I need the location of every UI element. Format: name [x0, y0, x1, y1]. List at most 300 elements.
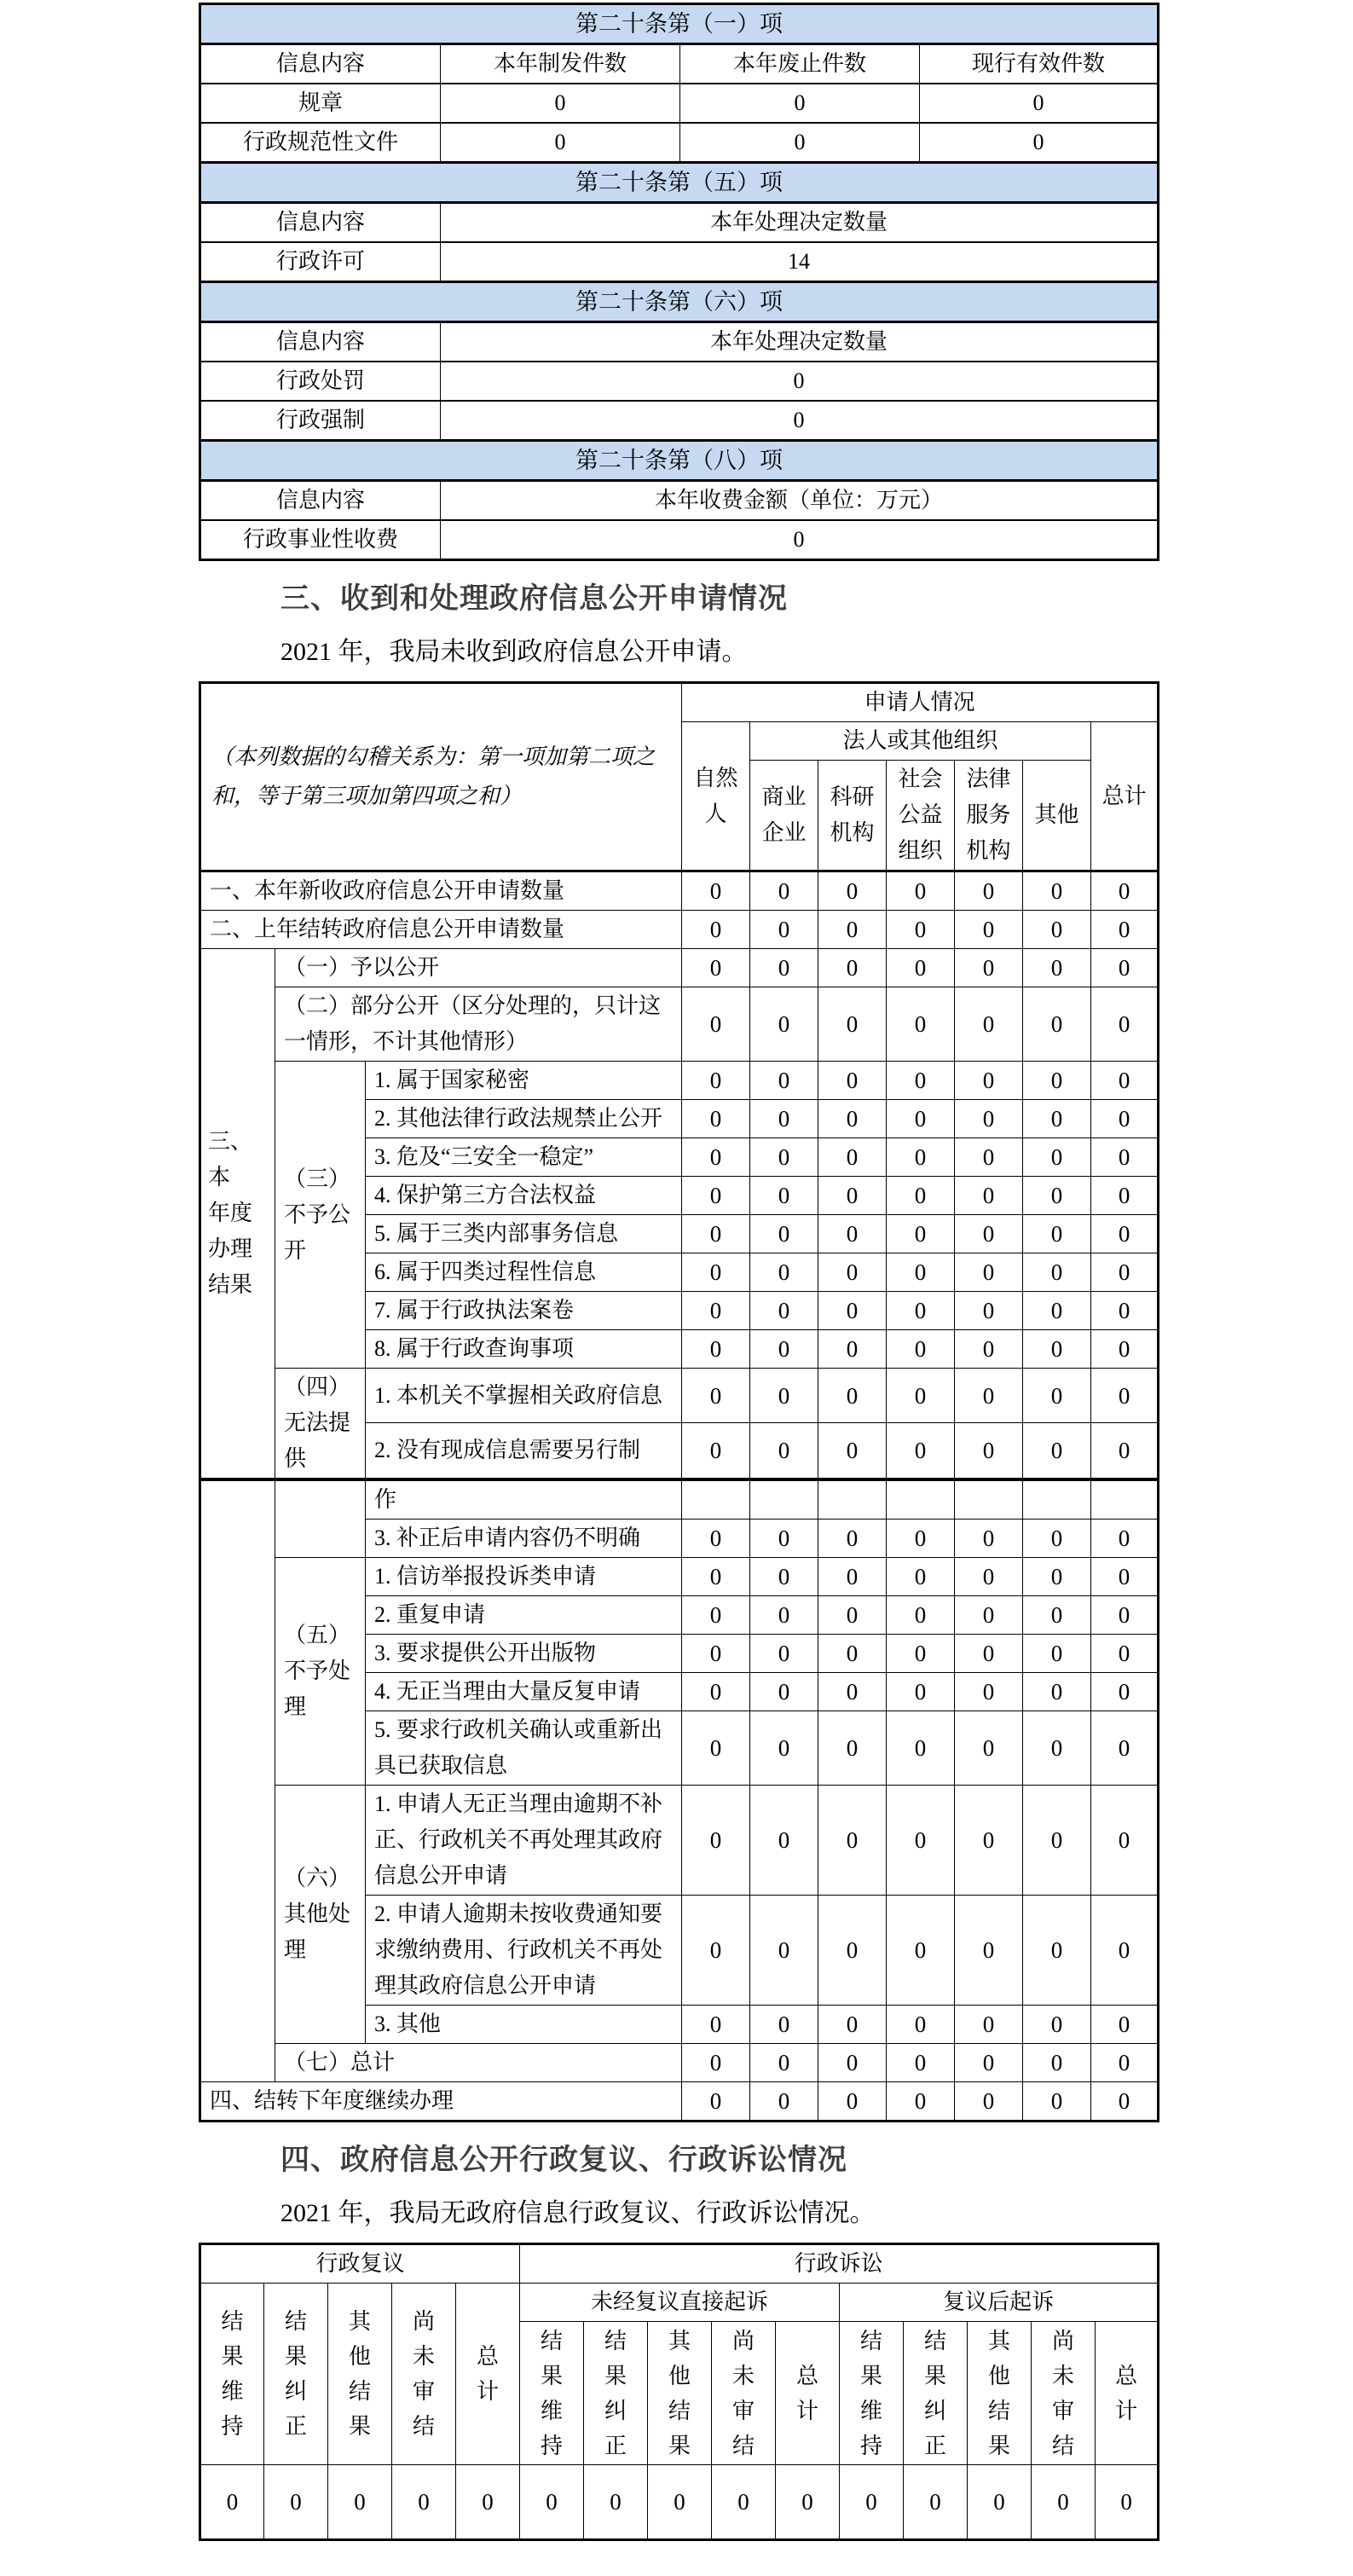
- value-cell: 0: [1023, 1635, 1091, 1673]
- value-cell: 0: [1023, 987, 1091, 1062]
- request-table-part1: [199, 681, 1159, 1480]
- value-cell: 0: [955, 1292, 1023, 1330]
- value-cell: 0: [750, 1558, 818, 1596]
- group-label: （五）不予处理: [275, 1558, 366, 1786]
- value-cell: 0: [750, 2006, 818, 2044]
- value-cell: 0: [818, 1423, 887, 1479]
- value-cell: 0: [1023, 1062, 1091, 1100]
- row-label: 8. 属于行政查询事项: [366, 1330, 682, 1369]
- value-cell: 0: [680, 84, 920, 123]
- value-cell: 0: [955, 1673, 1023, 1711]
- value-cell: 0: [682, 1253, 750, 1292]
- table-row: [200, 2044, 1159, 2082]
- value-cell: 0: [887, 1711, 955, 1786]
- value-cell: 0: [887, 1673, 955, 1711]
- section3-heading: 三、收到和处理政府信息公开申请情况: [280, 582, 788, 615]
- value-cell: 0: [1023, 1596, 1091, 1635]
- table-row: [200, 987, 1159, 1062]
- value-cell: 0: [818, 1786, 887, 1896]
- value-cell: 0: [1023, 1520, 1091, 1558]
- band-title: 第二十条第（八）项: [200, 441, 1159, 481]
- row-label: 2. 申请人逾期未按收费通知要求缴纳费用、行政机关不再处理其政府信息公开申请: [366, 1896, 682, 2006]
- value-cell: 0: [955, 1596, 1023, 1635]
- table-row: [200, 242, 1159, 282]
- value-cell: 0: [955, 987, 1023, 1062]
- value-cell: 0: [1091, 987, 1159, 1062]
- review-subgroup-row: [200, 2284, 1159, 2322]
- value-cell: 0: [682, 2006, 750, 2044]
- value-cell: 0: [750, 2082, 818, 2122]
- table-row: [200, 1481, 1159, 1520]
- section3-paragraph: 2021 年，我局未收到政府信息公开申请。: [280, 638, 748, 666]
- column-header: 本年废止件数: [680, 44, 920, 84]
- column-header: 信息内容: [200, 481, 441, 521]
- row-label: 1. 属于国家秘密: [366, 1062, 682, 1100]
- value-cell: 0: [818, 987, 887, 1062]
- value-cell: 0: [887, 1369, 955, 1423]
- value-cell: 0: [818, 1177, 887, 1215]
- vertical-column-header: 结 果 纠 正: [264, 2284, 328, 2465]
- other-org-header: 其他: [1023, 761, 1091, 871]
- value-cell: 0: [392, 2465, 456, 2540]
- row-label: 3. 要求提供公开出版物: [366, 1635, 682, 1673]
- value-cell: 0: [750, 1673, 818, 1711]
- row-label: 1. 申请人无正当理由逾期不补正、行政机关不再处理其政府信息公开申请: [366, 1786, 682, 1896]
- value-cell: 0: [955, 1330, 1023, 1369]
- row-label: 5. 要求行政机关确认或重新出具已获取信息: [366, 1711, 682, 1786]
- value-cell: 0: [1091, 1558, 1159, 1596]
- value-cell: 0: [818, 1062, 887, 1100]
- value-cell: 0: [1032, 2465, 1096, 2540]
- value-cell: 0: [750, 1215, 818, 1253]
- value-cell: 0: [750, 1596, 818, 1635]
- table-row: [200, 1558, 1159, 1596]
- value-cell: 0: [887, 1423, 955, 1479]
- row-label: 6. 属于四类过程性信息: [366, 1253, 682, 1292]
- value-cell: 0: [682, 949, 750, 987]
- value-cell: 0: [887, 1292, 955, 1330]
- value-cell: 0: [1091, 1369, 1159, 1423]
- value-cell: 0: [1023, 1896, 1091, 2006]
- value-cell: 0: [1096, 2465, 1159, 2540]
- value-cell: 0: [1091, 1215, 1159, 1253]
- table-row: [200, 2082, 1159, 2122]
- value-cell: 0: [750, 1292, 818, 1330]
- value-cell: 0: [818, 2006, 887, 2044]
- value-cell: 0: [750, 1896, 818, 2006]
- row-label: 四、结转下年度继续办理: [200, 2082, 682, 2122]
- column-header-row: [200, 322, 1159, 362]
- row-label: 3. 危及“三安全一稳定”: [366, 1138, 682, 1177]
- value-cell: 0: [818, 1635, 887, 1673]
- value-cell: 0: [682, 1177, 750, 1215]
- value-cell: 0: [818, 1215, 887, 1253]
- value-cell: 0: [750, 1330, 818, 1369]
- value-cell: 0: [750, 949, 818, 987]
- value-cell: 0: [818, 911, 887, 949]
- value-cell: 0: [682, 1596, 750, 1635]
- admin-lawsuit-group-header: 行政诉讼: [520, 2244, 1159, 2284]
- total-header: 总计: [1091, 722, 1159, 871]
- column-header: 信息内容: [200, 322, 441, 362]
- value-cell: 0: [1023, 1215, 1091, 1253]
- band-row: [200, 282, 1159, 322]
- value-cell: 0: [750, 1177, 818, 1215]
- value-cell: 0: [1023, 2044, 1091, 2082]
- band-row: [200, 163, 1159, 203]
- value-cell: 0: [920, 123, 1159, 163]
- value-cell: 0: [818, 1896, 887, 2006]
- direct-lawsuit-subheader: 未经复议直接起诉: [520, 2284, 840, 2322]
- reconciliation-note: （本列数据的勾稽关系为：第一项加第二项之和，等于第三项加第四项之和）: [200, 683, 682, 871]
- row-label: 7. 属于行政执法案卷: [366, 1292, 682, 1330]
- value-cell: 0: [818, 2082, 887, 2122]
- value-cell: 0: [818, 1673, 887, 1711]
- value-cell: 14: [441, 242, 1159, 282]
- value-cell: 0: [887, 1177, 955, 1215]
- value-cell: 0: [682, 1100, 750, 1138]
- value-cell: 0: [750, 1711, 818, 1786]
- value-cell: 0: [887, 1100, 955, 1138]
- value-cell: [1023, 1481, 1091, 1520]
- row-label: 行政处罚: [200, 362, 441, 401]
- value-cell: 0: [887, 1138, 955, 1177]
- value-cell: 0: [887, 871, 955, 911]
- value-cell: 0: [1023, 1100, 1091, 1138]
- value-cell: 0: [682, 1423, 750, 1479]
- value-cell: 0: [264, 2465, 328, 2540]
- value-cell: 0: [955, 2082, 1023, 2122]
- value-cell: 0: [1023, 1673, 1091, 1711]
- value-cell: 0: [955, 1177, 1023, 1215]
- value-cell: 0: [1023, 1330, 1091, 1369]
- group-label: （三）不予公开: [275, 1062, 366, 1369]
- value-cell: 0: [682, 987, 750, 1062]
- value-cell: 0: [1091, 1520, 1159, 1558]
- column-header: 信息内容: [200, 44, 441, 84]
- value-cell: 0: [818, 1138, 887, 1177]
- value-cell: 0: [682, 2044, 750, 2082]
- table-row: [200, 911, 1159, 949]
- value-cell: 0: [682, 1138, 750, 1177]
- value-cell: 0: [682, 1673, 750, 1711]
- research-header: 科研机构: [818, 761, 887, 871]
- value-cell: 0: [1091, 1330, 1159, 1369]
- value-cell: 0: [955, 1786, 1023, 1896]
- admin-review-group-header: 行政复议: [200, 2244, 520, 2284]
- row-label: 行政事业性收费: [200, 520, 441, 560]
- value-cell: 0: [955, 1520, 1023, 1558]
- value-cell: 0: [441, 84, 680, 123]
- result-section-label: [200, 1481, 275, 2082]
- value-cell: 0: [818, 1596, 887, 1635]
- column-header: 现行有效件数: [920, 44, 1159, 84]
- natural-person-header: 自然人: [682, 722, 750, 871]
- value-cell: 0: [682, 1520, 750, 1558]
- row-label: 2. 其他法律行政法规禁止公开: [366, 1100, 682, 1138]
- value-cell: 0: [1023, 871, 1091, 911]
- value-cell: [955, 1481, 1023, 1520]
- value-cell: 0: [750, 1253, 818, 1292]
- value-cell: 0: [1091, 1253, 1159, 1292]
- value-cell: 0: [955, 1369, 1023, 1423]
- value-cell: 0: [520, 2465, 584, 2540]
- value-cell: [818, 1481, 887, 1520]
- value-cell: 0: [818, 1253, 887, 1292]
- value-cell: 0: [1091, 1635, 1159, 1673]
- value-cell: 0: [887, 949, 955, 987]
- vertical-column-header: 结 果 维 持: [520, 2322, 584, 2465]
- social-welfare-header: 社会公益组织: [887, 761, 955, 871]
- value-cell: 0: [1091, 2006, 1159, 2044]
- value-cell: 0: [887, 1520, 955, 1558]
- column-header: 本年处理决定数量: [441, 203, 1159, 243]
- value-cell: [750, 1481, 818, 1520]
- value-cell: 0: [818, 2044, 887, 2082]
- request-table-part2: [199, 1480, 1159, 2122]
- row-label: 行政强制: [200, 401, 441, 441]
- table-row: [200, 520, 1159, 560]
- value-cell: 0: [887, 987, 955, 1062]
- value-cell: 0: [328, 2465, 392, 2540]
- value-cell: 0: [955, 871, 1023, 911]
- value-cell: 0: [584, 2465, 648, 2540]
- table-row: [200, 1062, 1159, 1100]
- value-cell: 0: [1023, 1177, 1091, 1215]
- row-label: 1. 本机关不掌握相关政府信息: [366, 1369, 682, 1423]
- row-label: 规章: [200, 84, 441, 123]
- row-label: 2. 重复申请: [366, 1596, 682, 1635]
- vertical-column-header: 尚 未 审 结: [712, 2322, 776, 2465]
- value-cell: 0: [1091, 1673, 1159, 1711]
- value-cell: 0: [1023, 1138, 1091, 1177]
- value-cell: 0: [1091, 1596, 1159, 1635]
- value-cell: 0: [1091, 949, 1159, 987]
- vertical-column-header: 尚 未 审 结: [392, 2284, 456, 2465]
- value-cell: 0: [955, 1896, 1023, 2006]
- article20-tables: [199, 3, 1159, 561]
- value-cell: 0: [1023, 2006, 1091, 2044]
- vertical-column-header: 总 计: [1096, 2322, 1159, 2465]
- value-cell: 0: [1091, 2082, 1159, 2122]
- value-cell: 0: [1023, 1253, 1091, 1292]
- value-cell: 0: [1023, 949, 1091, 987]
- row-label: 3. 补正后申请内容仍不明确: [366, 1520, 682, 1558]
- value-cell: 0: [887, 1896, 955, 2006]
- vertical-column-header: 总 计: [776, 2322, 840, 2465]
- vertical-column-header: 结 果 维 持: [200, 2284, 264, 2465]
- value-cell: 0: [1023, 911, 1091, 949]
- group-label: [275, 1481, 366, 1558]
- request-header-row1: [200, 683, 1159, 722]
- applicant-group-header: 申请人情况: [682, 683, 1159, 722]
- value-cell: 0: [955, 1711, 1023, 1786]
- value-cell: 0: [750, 1138, 818, 1177]
- value-cell: 0: [887, 2044, 955, 2082]
- legal-service-header: 法律服务机构: [955, 761, 1023, 871]
- value-cell: 0: [1023, 1558, 1091, 1596]
- column-header-row: [200, 481, 1159, 521]
- table-row: [200, 1786, 1159, 1896]
- value-cell: 0: [887, 1558, 955, 1596]
- value-cell: 0: [887, 2006, 955, 2044]
- value-cell: 0: [955, 949, 1023, 987]
- row-label: 5. 属于三类内部事务信息: [366, 1215, 682, 1253]
- vertical-column-header: 其 他 结 果: [968, 2322, 1032, 2465]
- value-cell: 0: [887, 1330, 955, 1369]
- table-row: [200, 949, 1159, 987]
- row-label: 4. 无正当理由大量反复申请: [366, 1673, 682, 1711]
- value-cell: 0: [955, 1138, 1023, 1177]
- value-cell: 0: [1023, 1786, 1091, 1896]
- row-label: 行政规范性文件: [200, 123, 441, 163]
- value-cell: 0: [682, 1292, 750, 1330]
- value-cell: 0: [682, 1330, 750, 1369]
- column-header-row: [200, 44, 1159, 84]
- row-label: （一）予以公开: [275, 949, 682, 987]
- row-label: 2. 没有现成信息需要另行制: [366, 1423, 682, 1479]
- band-title: 第二十条第（五）项: [200, 163, 1159, 203]
- value-cell: 0: [818, 871, 887, 911]
- value-cell: 0: [818, 1292, 887, 1330]
- value-cell: 0: [818, 949, 887, 987]
- value-cell: 0: [887, 1215, 955, 1253]
- value-cell: 0: [818, 1558, 887, 1596]
- value-cell: 0: [955, 911, 1023, 949]
- value-cell: 0: [818, 1100, 887, 1138]
- vertical-column-header: 结 果 维 持: [840, 2322, 904, 2465]
- value-cell: 0: [1091, 1177, 1159, 1215]
- value-cell: 0: [682, 1711, 750, 1786]
- value-cell: 0: [887, 1786, 955, 1896]
- value-cell: 0: [1091, 1062, 1159, 1100]
- value-cell: 0: [1023, 1369, 1091, 1423]
- value-cell: 0: [968, 2465, 1032, 2540]
- value-cell: 0: [887, 2082, 955, 2122]
- value-cell: 0: [750, 987, 818, 1062]
- value-cell: 0: [1023, 1292, 1091, 1330]
- table-row: [200, 362, 1159, 401]
- value-cell: 0: [1023, 1711, 1091, 1786]
- table-row: [200, 1369, 1159, 1423]
- value-cell: 0: [1091, 1786, 1159, 1896]
- value-cell: 0: [682, 2082, 750, 2122]
- column-header: 本年制发件数: [441, 44, 680, 84]
- value-cell: 0: [904, 2465, 968, 2540]
- value-cell: 0: [1091, 1100, 1159, 1138]
- value-cell: 0: [682, 1786, 750, 1896]
- row-label: 作: [366, 1481, 682, 1520]
- value-cell: [682, 1481, 750, 1520]
- commercial-header: 商业企业: [750, 761, 818, 871]
- value-cell: 0: [682, 1558, 750, 1596]
- band-title: 第二十条第（一）项: [200, 4, 1159, 44]
- row-label: 3. 其他: [366, 2006, 682, 2044]
- group-label: （六）其他处理: [275, 1786, 366, 2044]
- value-cell: 0: [441, 520, 1159, 560]
- value-cell: 0: [1091, 1292, 1159, 1330]
- column-header-row: [200, 203, 1159, 243]
- value-cell: 0: [1091, 1896, 1159, 2006]
- row-label: 行政许可: [200, 242, 441, 282]
- band-title: 第二十条第（六）项: [200, 282, 1159, 322]
- row-label: 二、上年结转政府信息公开申请数量: [200, 911, 682, 949]
- value-cell: 0: [441, 362, 1159, 401]
- value-cell: 0: [920, 84, 1159, 123]
- result-section-label: 三、本 年度 办理 结果: [200, 949, 275, 1479]
- review-lawsuit-table: [199, 2243, 1159, 2541]
- value-cell: 0: [750, 2044, 818, 2082]
- value-cell: 0: [818, 1330, 887, 1369]
- section4-heading: 四、政府信息公开行政复议、行政诉讼情况: [280, 2144, 847, 2176]
- legal-entity-group-header: 法人或其他组织: [750, 722, 1091, 761]
- value-cell: 0: [200, 2465, 264, 2540]
- value-cell: 0: [887, 911, 955, 949]
- value-cell: 0: [1023, 1423, 1091, 1479]
- value-cell: 0: [887, 1635, 955, 1673]
- value-cell: 0: [750, 1786, 818, 1896]
- section4-paragraph: 2021 年，我局无政府信息行政复议、行政诉讼情况。: [280, 2199, 876, 2227]
- value-cell: 0: [1091, 1711, 1159, 1786]
- band-row: [200, 441, 1159, 481]
- value-cell: 0: [750, 1062, 818, 1100]
- table-row: [200, 123, 1159, 163]
- value-cell: 0: [750, 871, 818, 911]
- table-row: [200, 871, 1159, 911]
- group-label: （四）无法提供: [275, 1369, 366, 1479]
- value-cell: 0: [682, 871, 750, 911]
- value-cell: 0: [1023, 2082, 1091, 2122]
- table-row: [200, 84, 1159, 123]
- value-cell: 0: [712, 2465, 776, 2540]
- vertical-column-header: 结 果 纠 正: [904, 2322, 968, 2465]
- value-cell: 0: [750, 1423, 818, 1479]
- value-cell: 0: [1091, 2044, 1159, 2082]
- value-cell: 0: [955, 2044, 1023, 2082]
- document-page: [199, 3, 1157, 2541]
- value-cell: [1091, 1481, 1159, 1520]
- value-cell: 0: [955, 2006, 1023, 2044]
- vertical-column-header: 总 计: [456, 2284, 520, 2465]
- value-cell: 0: [750, 1635, 818, 1673]
- value-cell: 0: [1091, 911, 1159, 949]
- value-cell: 0: [680, 123, 920, 163]
- value-cell: 0: [750, 1100, 818, 1138]
- value-cell: 0: [840, 2465, 904, 2540]
- value-cell: 0: [1091, 871, 1159, 911]
- review-values-row: [200, 2465, 1159, 2540]
- column-header: 本年收费金额（单位：万元）: [441, 481, 1159, 521]
- value-cell: 0: [750, 1520, 818, 1558]
- value-cell: 0: [682, 911, 750, 949]
- vertical-column-header: 其 他 结 果: [648, 2322, 712, 2465]
- review-group-row: [200, 2244, 1159, 2284]
- value-cell: 0: [818, 1711, 887, 1786]
- column-header: 信息内容: [200, 203, 441, 243]
- value-cell: 0: [955, 1253, 1023, 1292]
- row-label: （二）部分公开（区分处理的，只计这一情形，不计其他情形）: [275, 987, 682, 1062]
- value-cell: 0: [887, 1253, 955, 1292]
- row-label: 4. 保护第三方合法权益: [366, 1177, 682, 1215]
- value-cell: 0: [682, 1062, 750, 1100]
- value-cell: 0: [818, 1369, 887, 1423]
- value-cell: 0: [955, 1558, 1023, 1596]
- row-label: （七）总计: [275, 2044, 682, 2082]
- value-cell: 0: [955, 1215, 1023, 1253]
- value-cell: 0: [818, 1520, 887, 1558]
- value-cell: 0: [682, 1635, 750, 1673]
- value-cell: 0: [955, 1062, 1023, 1100]
